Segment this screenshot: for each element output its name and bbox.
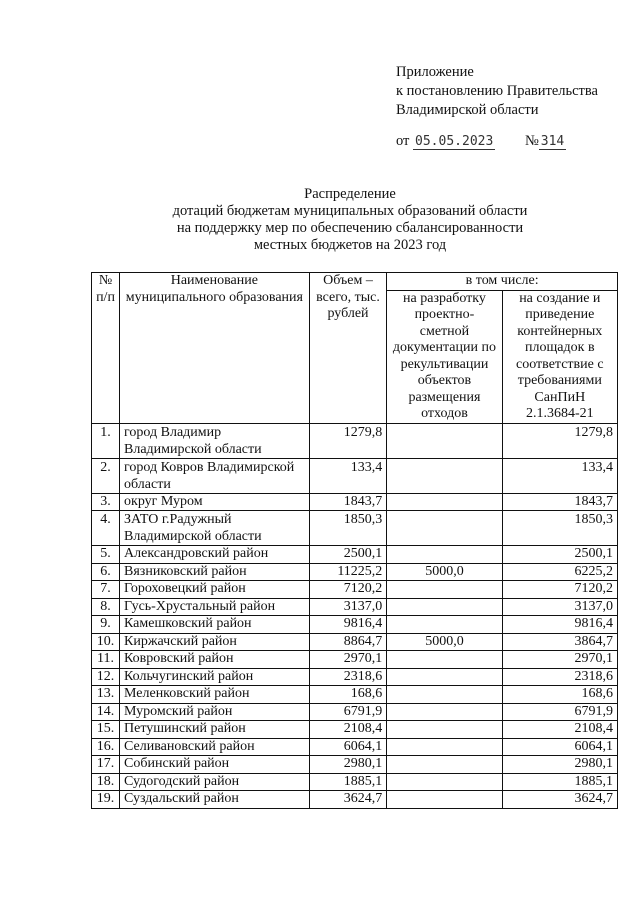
row-name: Петушинский район — [120, 721, 310, 739]
row-containers: 3137,0 — [502, 598, 617, 616]
row-containers: 1885,1 — [502, 773, 617, 791]
row-total: 2108,4 — [309, 721, 387, 739]
row-design — [387, 493, 502, 511]
row-containers: 6225,2 — [502, 563, 617, 581]
row-design — [387, 616, 502, 634]
row-total: 1279,8 — [309, 423, 387, 458]
row-containers: 2318,6 — [502, 668, 617, 686]
row-total: 3624,7 — [309, 791, 387, 809]
row-total: 2318,6 — [309, 668, 387, 686]
distribution-table — [91, 272, 618, 809]
table-row — [92, 511, 618, 546]
row-total: 2970,1 — [309, 651, 387, 669]
row-number: 12. — [92, 668, 120, 686]
row-name: Кольчугинский район — [120, 668, 310, 686]
row-number: 2. — [92, 458, 120, 493]
row-name: Камешковский район — [120, 616, 310, 634]
row-number: 19. — [92, 791, 120, 809]
row-containers: 1850,3 — [502, 511, 617, 546]
table-row — [92, 773, 618, 791]
row-design — [387, 668, 502, 686]
table-row — [92, 791, 618, 809]
table-row — [92, 581, 618, 599]
document-reference — [396, 133, 566, 150]
row-name: округ Муром — [120, 493, 310, 511]
row-number: 14. — [92, 703, 120, 721]
row-containers: 1279,8 — [502, 423, 617, 458]
row-number: 9. — [92, 616, 120, 634]
row-name: Селивановский район — [120, 738, 310, 756]
row-design — [387, 703, 502, 721]
row-design: 5000,0 — [387, 563, 502, 581]
row-containers: 3864,7 — [502, 633, 617, 651]
row-name: Суздальский район — [120, 791, 310, 809]
row-name: Муромский район — [120, 703, 310, 721]
table-row — [92, 563, 618, 581]
row-total: 168,6 — [309, 686, 387, 704]
table-row — [92, 686, 618, 704]
appendix-line-1: Приложение — [396, 64, 474, 80]
header-including: в том числе: — [387, 273, 618, 291]
title-line-2: дотаций бюджетам муниципальных образований области — [172, 203, 528, 219]
row-name: Меленковский район — [120, 686, 310, 704]
row-name: город Ковров Владимирской области — [120, 458, 310, 493]
table-row — [92, 721, 618, 739]
row-number: 8. — [92, 598, 120, 616]
row-total: 1850,3 — [309, 511, 387, 546]
title-line-1: Распределение — [304, 186, 396, 202]
row-total: 3137,0 — [309, 598, 387, 616]
row-design — [387, 458, 502, 493]
row-design — [387, 423, 502, 458]
table-row — [92, 423, 618, 458]
row-containers: 2980,1 — [502, 756, 617, 774]
row-name: Вязниковский район — [120, 563, 310, 581]
row-containers: 6064,1 — [502, 738, 617, 756]
row-design — [387, 721, 502, 739]
table-row — [92, 458, 618, 493]
row-design — [387, 511, 502, 546]
appendix-line-3: Владимирской области — [396, 102, 539, 118]
row-total: 6064,1 — [309, 738, 387, 756]
row-design — [387, 581, 502, 599]
row-number: 13. — [92, 686, 120, 704]
row-name: Ковровский район — [120, 651, 310, 669]
table-row — [92, 738, 618, 756]
appendix-block — [396, 63, 598, 120]
row-design: 5000,0 — [387, 633, 502, 651]
row-name: Киржачский район — [120, 633, 310, 651]
row-total: 9816,4 — [309, 616, 387, 634]
row-design — [387, 791, 502, 809]
row-design — [387, 598, 502, 616]
row-name: Гороховецкий район — [120, 581, 310, 599]
title-line-4: местных бюджетов на 2023 год — [253, 237, 447, 253]
row-number: 18. — [92, 773, 120, 791]
row-name: ЗАТО г.Радужный Владимирской области — [120, 511, 310, 546]
header-total: Объем – всего, тыс. рублей — [309, 273, 387, 424]
row-containers: 6791,9 — [502, 703, 617, 721]
row-design — [387, 773, 502, 791]
row-number: 5. — [92, 546, 120, 564]
row-number: 16. — [92, 738, 120, 756]
row-total: 1885,1 — [309, 773, 387, 791]
row-total: 8864,7 — [309, 633, 387, 651]
row-containers: 2108,4 — [502, 721, 617, 739]
row-name: Александровский район — [120, 546, 310, 564]
row-design — [387, 651, 502, 669]
docref-number-sign: № — [524, 133, 539, 149]
row-number: 17. — [92, 756, 120, 774]
row-number: 15. — [92, 721, 120, 739]
table-row — [92, 598, 618, 616]
row-number: 4. — [92, 511, 120, 546]
row-design — [387, 756, 502, 774]
appendix-line-2: к постановлению Правительства — [396, 83, 598, 99]
row-total: 11225,2 — [309, 563, 387, 581]
row-total: 133,4 — [309, 458, 387, 493]
table-row — [92, 668, 618, 686]
row-total: 2980,1 — [309, 756, 387, 774]
row-containers: 2500,1 — [502, 546, 617, 564]
table-row — [92, 616, 618, 634]
table-row — [92, 703, 618, 721]
table-row — [92, 546, 618, 564]
row-containers: 3624,7 — [502, 791, 617, 809]
table-row — [92, 493, 618, 511]
header-design: на разработку проектно-сметной документации по рекультивации объектов размещения отходов — [387, 290, 502, 423]
title-line-3: на поддержку мер по обеспечению сбалансированности — [176, 220, 524, 236]
row-design — [387, 546, 502, 564]
row-name: Судогодский район — [120, 773, 310, 791]
row-number: 10. — [92, 633, 120, 651]
row-name: Гусь-Хрустальный район — [120, 598, 310, 616]
row-design — [387, 738, 502, 756]
row-containers: 1843,7 — [502, 493, 617, 511]
header-name: Наименование муниципального образования — [120, 273, 310, 424]
table-row — [92, 633, 618, 651]
row-containers: 133,4 — [502, 458, 617, 493]
row-number: 11. — [92, 651, 120, 669]
table-row — [92, 756, 618, 774]
row-total: 7120,2 — [309, 581, 387, 599]
row-containers: 9816,4 — [502, 616, 617, 634]
row-number: 3. — [92, 493, 120, 511]
row-total: 6791,9 — [309, 703, 387, 721]
row-containers: 168,6 — [502, 686, 617, 704]
row-total: 2500,1 — [309, 546, 387, 564]
header-containers: на создание и приведение контейнерных площадок в соответствие с требованиями СанПиН 2.1.3684-21 — [502, 290, 617, 423]
row-containers: 2970,1 — [502, 651, 617, 669]
document-title — [0, 186, 640, 254]
header-number: № п/п — [92, 273, 120, 424]
table-row — [92, 651, 618, 669]
row-name: Собинский район — [120, 756, 310, 774]
docref-prefix: от — [396, 133, 410, 149]
row-containers: 7120,2 — [502, 581, 617, 599]
docref-date: 05.05.2023 — [415, 134, 494, 149]
row-number: 7. — [92, 581, 120, 599]
docref-number: 314 — [540, 134, 565, 149]
row-number: 6. — [92, 563, 120, 581]
row-number: 1. — [92, 423, 120, 458]
row-design — [387, 686, 502, 704]
row-total: 1843,7 — [309, 493, 387, 511]
row-name: город Владимир Владимирской области — [120, 423, 310, 458]
